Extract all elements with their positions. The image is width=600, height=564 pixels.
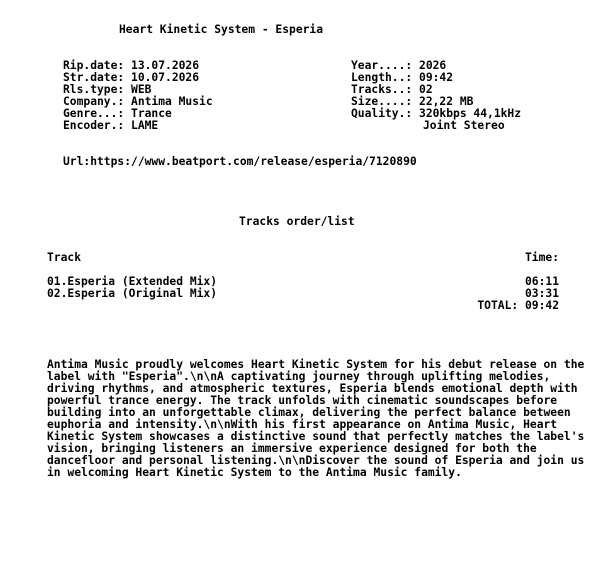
- release-description: Antima Music proudly welcomes Heart Kinetic System for his debut release on the label with "Esperia".\n\nA captivating journey through uplifting melodies, driving rhythms, and atmospheric textures, Esperia blends emotional depth with powerful trance energy. The track unfolds with cinematic soundscapes before building into an unforgettable climax, delivering the perfect balance between euphoria and intensity.\n\nWith his first appearance on Antima Music, Heart Kinetic System showcases a distinctive sound that perfectly matches the label's vision, bringing listeners an immersive experience designed for both the dancefloor and personal listening.\n\nDiscover the sound of Esperia and join us in welcoming Heart Kinetic System to the Antima Music family.: [47, 358, 585, 479]
- tracks-heading: Tracks order/list: [239, 215, 355, 228]
- size: Size....: 22,22 MB: [351, 95, 474, 108]
- track-name: 02.Esperia (Original Mix): [47, 287, 218, 300]
- length: Length..: 09:42: [351, 71, 454, 84]
- company: Company.: Antima Music: [63, 95, 213, 108]
- track-name: 01.Esperia (Extended Mix): [47, 275, 218, 288]
- track-column-header: Track: [47, 251, 82, 264]
- stereo-mode: Joint Stereo: [423, 119, 505, 132]
- year: Year....: 2026: [351, 59, 447, 72]
- encoder: Encoder.: LAME: [63, 119, 159, 132]
- release-type: Rls.type: WEB: [63, 83, 152, 96]
- street-date: Str.date: 10.07.2026: [63, 71, 200, 84]
- time-column-header: Time:: [524, 251, 559, 264]
- track-count: Tracks..: 02: [351, 83, 433, 96]
- total-time: TOTAL: 09:42: [477, 299, 559, 312]
- track-time: 03:31: [524, 287, 559, 300]
- quality: Quality.: 320kbps 44,1kHz: [351, 107, 522, 120]
- rip-date: Rip.date: 13.07.2026: [63, 59, 200, 72]
- release-title: Heart Kinetic System - Esperia: [119, 23, 324, 36]
- track-time: 06:11: [524, 275, 559, 288]
- genre: Genre...: Trance: [63, 107, 172, 120]
- release-url: Url:https://www.beatport.com/release/esperia/7120890: [63, 155, 417, 168]
